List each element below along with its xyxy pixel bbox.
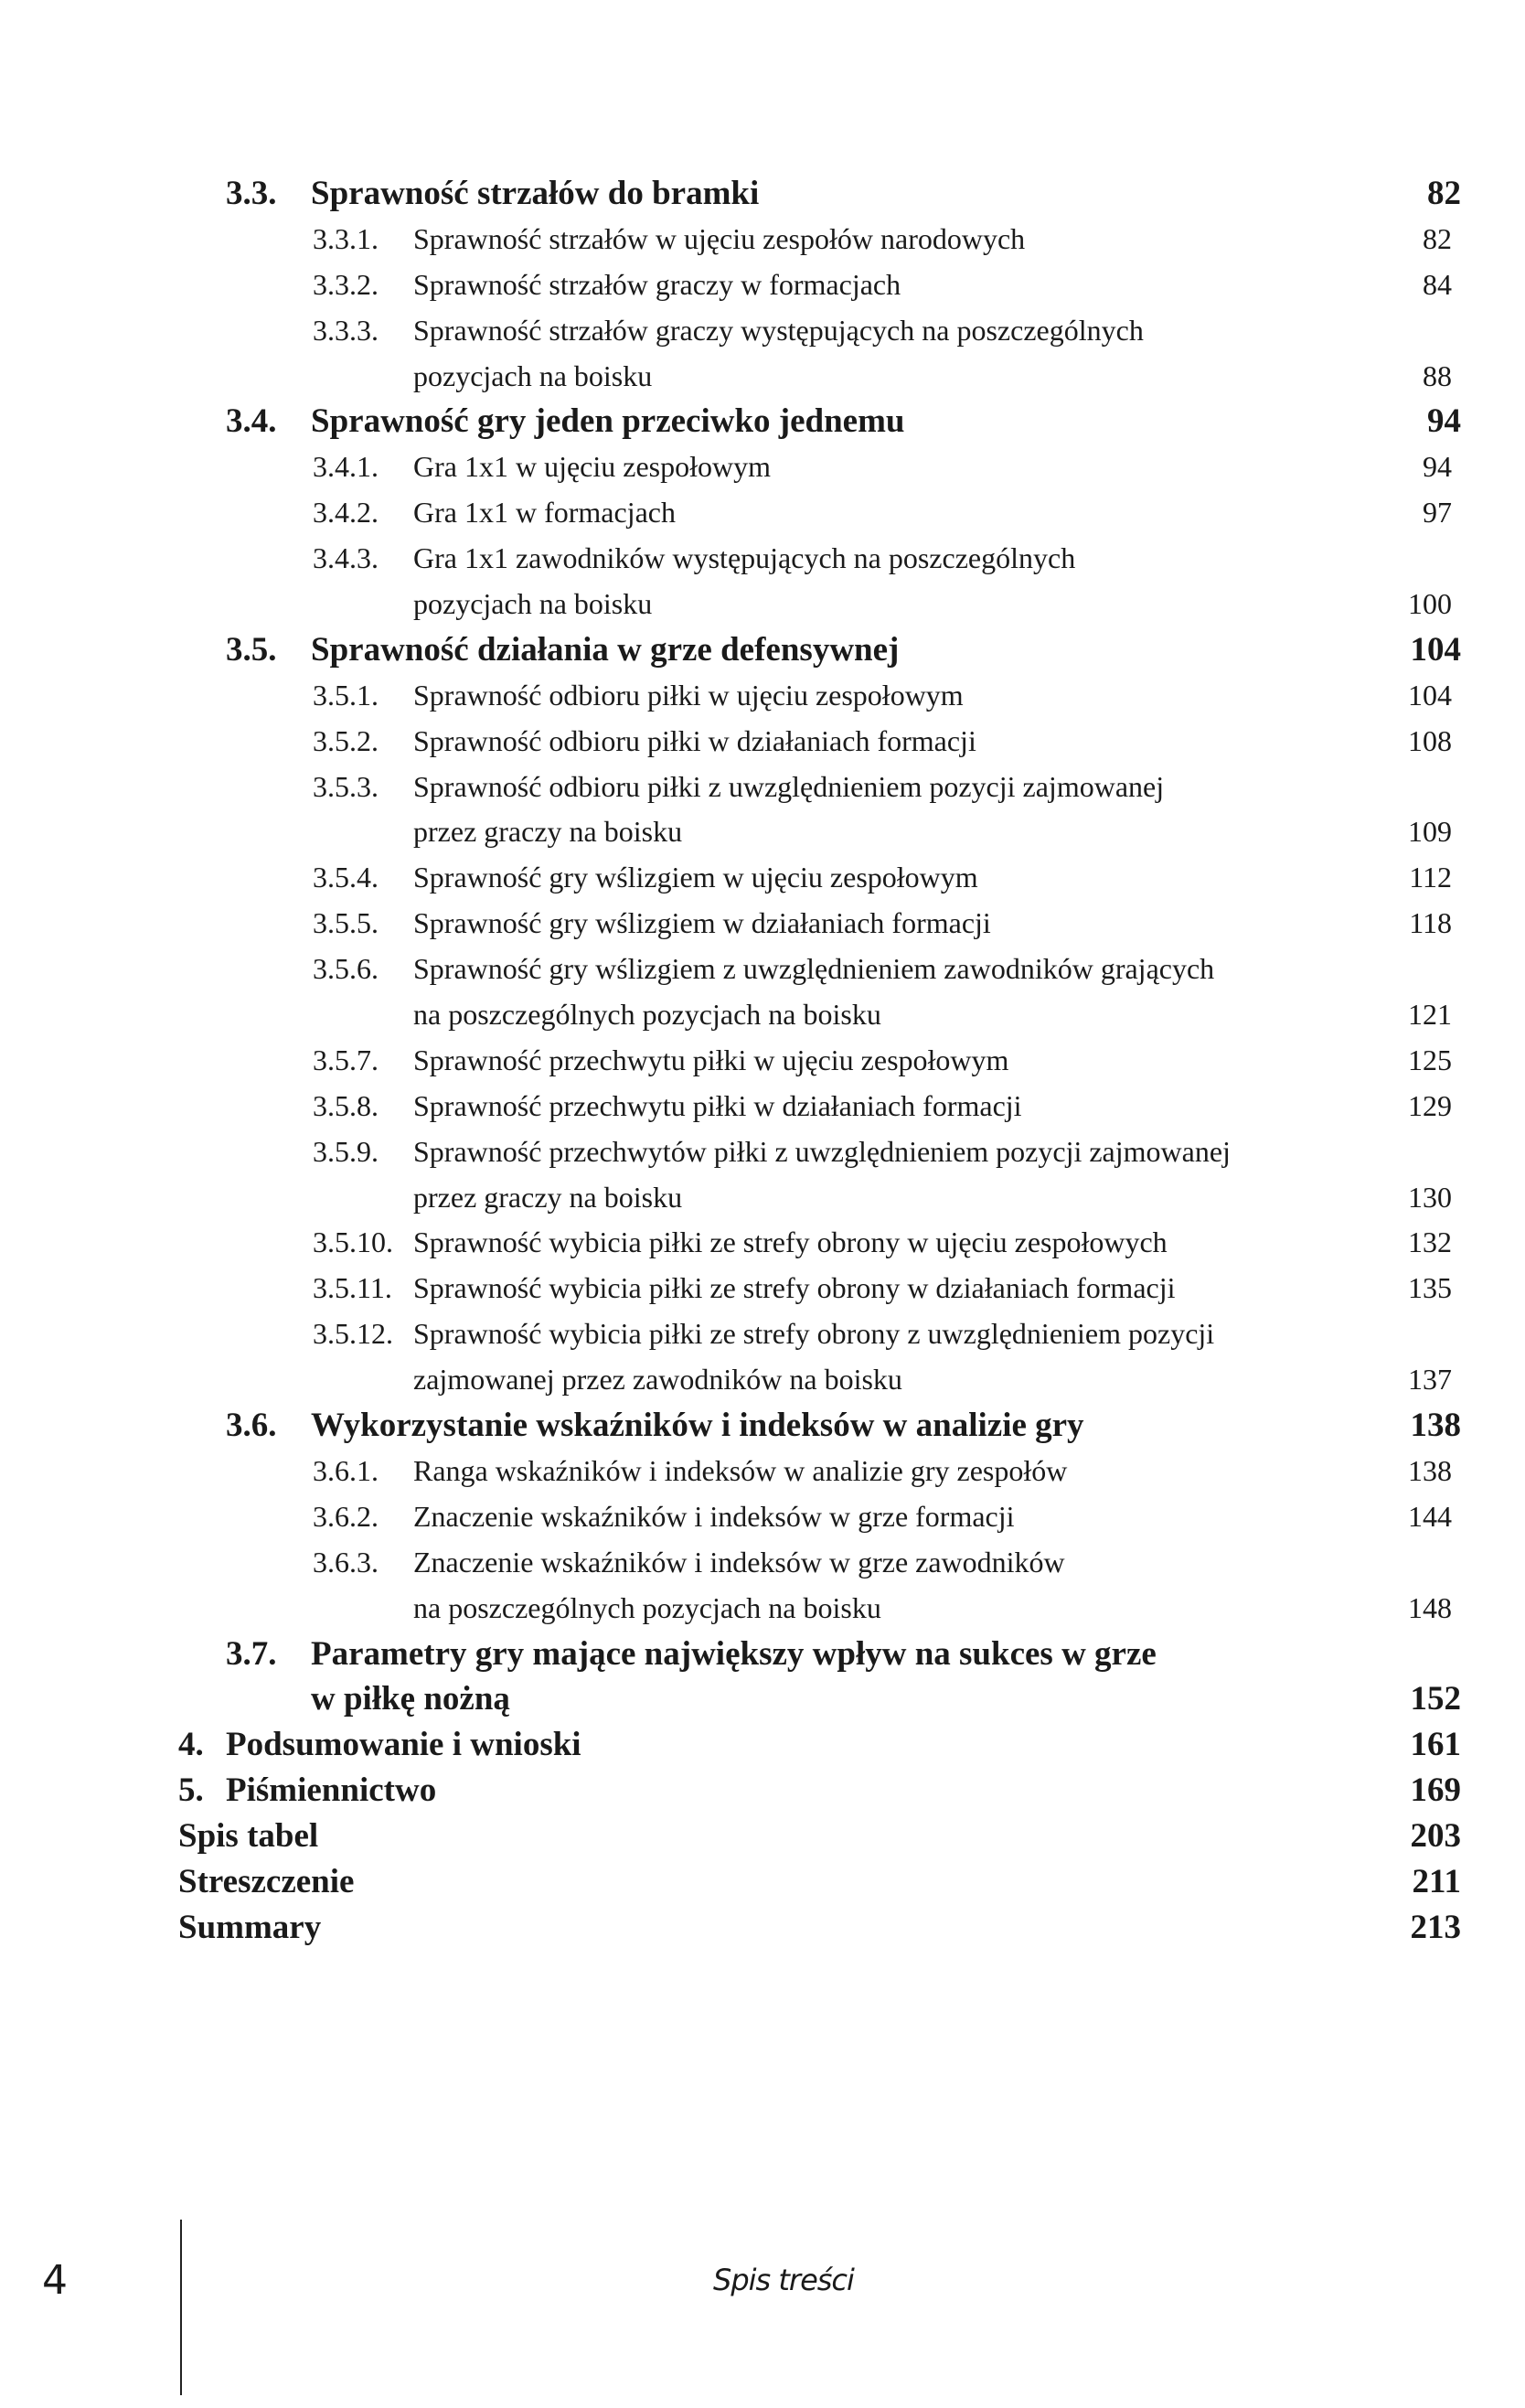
toc-entry-number: 3.5.6. — [313, 952, 379, 986]
toc-entry-title: Sprawność odbioru piłki w ujęciu zespołowym — [413, 678, 964, 712]
toc-entry-number: 3.5.12. — [313, 1317, 393, 1351]
toc-entry-title: na poszczególnych pozycjach na boisku — [413, 1590, 881, 1624]
toc-entry-title: Sprawność strzałów graczy w formacjach — [413, 267, 901, 301]
toc-entry-level-3 — [0, 1129, 1525, 1175]
toc-entry-level-3 — [0, 1311, 1525, 1357]
toc-entry-level-1 — [0, 1768, 1525, 1814]
toc-entry-title: Sprawność wybicia piłki ze strefy obrony w działaniach formacji — [413, 1271, 1176, 1305]
toc-entry-page: 135 — [1408, 1271, 1452, 1305]
toc-entry-number: 3.5.11. — [313, 1271, 392, 1305]
toc-entry-page: 104 — [1408, 678, 1452, 712]
toc-entry-number: 3.6. — [226, 1407, 277, 1445]
toc-entry-page: 138 — [1408, 1453, 1452, 1487]
toc-entry-page: 137 — [1408, 1363, 1452, 1397]
toc-entry-level-3 — [0, 809, 1525, 855]
toc-entry-title: Podsumowanie i wnioski — [226, 1726, 581, 1764]
toc-entry-level-3 — [0, 1220, 1525, 1266]
toc-entry-title: na poszczególnych pozycjach na boisku — [413, 998, 881, 1032]
toc-entry-level-3 — [0, 1586, 1525, 1632]
toc-entry-level-2 — [0, 1403, 1525, 1449]
toc-entry-level-3 — [0, 1494, 1525, 1540]
toc-entry-page: 118 — [1409, 906, 1452, 940]
toc-entry-page: 100 — [1408, 587, 1452, 621]
toc-entry-title: Sprawność działania w grze defensywnej — [311, 630, 900, 669]
toc-entry-title: Piśmiennictwo — [226, 1771, 437, 1810]
toc-entry-title: Sprawność strzałów graczy występujących na poszczególnych — [413, 313, 1144, 347]
toc-entry-title: Sprawność przechwytu piłki w ujęciu zespołowym — [413, 1043, 1009, 1076]
toc-entry-page: 125 — [1408, 1043, 1452, 1076]
toc-entry-page: 169 — [1410, 1771, 1461, 1810]
toc-entry-level-3 — [0, 490, 1525, 536]
toc-entry-page: 121 — [1408, 998, 1452, 1032]
toc-entry-title: Sprawność wybicia piłki ze strefy obrony w ujęciu zespołowych — [413, 1225, 1168, 1259]
toc-entry-title: Znaczenie wskaźników i indeksów w grze zawodników — [413, 1545, 1065, 1579]
toc-entry-page: 203 — [1410, 1817, 1461, 1856]
toc-entry-number: 3.6.2. — [313, 1499, 379, 1533]
toc-entry-title: Sprawność gry wślizgiem w ujęciu zespołowym — [413, 861, 978, 894]
toc-entry-number: 3.5.5. — [313, 906, 379, 940]
toc-entry-page: 104 — [1410, 630, 1461, 669]
toc-entry-number: 3.5.3. — [313, 769, 379, 803]
toc-entry-title: Sprawność gry wślizgiem z uwzględnieniem zawodników grających — [413, 952, 1215, 986]
toc-entry-level-3 — [0, 992, 1525, 1038]
toc-entry-level-3 — [0, 1357, 1525, 1403]
toc-entry-title: Sprawność odbioru piłki z uwzględnieniem pozycji zajmowanej — [413, 769, 1165, 803]
toc-entry-number: 3.4.2. — [313, 496, 379, 530]
toc-entry-level-2 — [0, 171, 1525, 217]
toc-entry-number: 3.5.9. — [313, 1134, 379, 1168]
toc-entry-page: 213 — [1410, 1908, 1461, 1946]
toc-entry-title: Sprawność strzałów w ujęciu zespołów narodowych — [413, 221, 1026, 255]
toc-entry-page: 94 — [1423, 450, 1452, 484]
toc-entry-number: 3.4. — [226, 402, 277, 441]
toc-entry-title: przez graczy na boisku — [413, 815, 683, 849]
toc-entry-level-3 — [0, 1540, 1525, 1586]
toc-entry-level-3 — [0, 262, 1525, 308]
toc-entry-number: 3.6.3. — [313, 1545, 379, 1579]
toc-entry-number: 3.3.1. — [313, 221, 379, 255]
toc-entry-page: 129 — [1408, 1088, 1452, 1122]
toc-entry-level-3 — [0, 1266, 1525, 1311]
toc-entry-number: 5. — [178, 1771, 204, 1810]
toc-entry-title: Gra 1x1 w formacjach — [413, 496, 676, 530]
toc-entry-level-3 — [0, 673, 1525, 719]
toc-entry-page: 109 — [1408, 815, 1452, 849]
toc-entry-title: Summary — [178, 1908, 322, 1946]
toc-entry-level-3 — [0, 765, 1525, 810]
toc-entry-level-3 — [0, 901, 1525, 947]
toc-entry-title: Sprawność przechwytu piłki w działaniach formacji — [413, 1088, 1022, 1122]
toc-entry-title: Sprawność wybicia piłki ze strefy obrony z uwzględnieniem pozycji — [413, 1317, 1215, 1351]
toc-entry-title: przez graczy na boisku — [413, 1180, 683, 1214]
toc-entry-number: 3.5. — [226, 630, 277, 669]
toc-entry-level-3 — [0, 855, 1525, 901]
toc-entry-page: 97 — [1423, 496, 1452, 530]
toc-entry-title: Streszczenie — [178, 1862, 355, 1900]
table-of-contents — [0, 171, 1525, 1951]
toc-entry-level-3 — [0, 1038, 1525, 1084]
toc-entry-page: 132 — [1408, 1225, 1452, 1259]
toc-entry-level-3 — [0, 308, 1525, 354]
toc-entry-page: 112 — [1409, 861, 1452, 894]
toc-entry-number: 3.3.2. — [313, 267, 379, 301]
toc-entry-title: Znaczenie wskaźników i indeksów w grze formacji — [413, 1499, 1015, 1533]
toc-entry-number: 3.5.2. — [313, 723, 379, 757]
toc-entry-level-2 — [0, 1676, 1525, 1722]
toc-entry-page: 88 — [1423, 359, 1452, 392]
toc-entry-page: 152 — [1410, 1680, 1461, 1718]
toc-entry-number: 3.5.8. — [313, 1088, 379, 1122]
toc-entry-page: 138 — [1410, 1407, 1461, 1445]
toc-entry-title: Ranga wskaźników i indeksów w analizie gry zespołów — [413, 1453, 1068, 1487]
toc-entry-number: 3.5.4. — [313, 861, 379, 894]
toc-entry-title: w piłkę nożną — [311, 1680, 510, 1718]
footer-divider — [180, 2220, 182, 2395]
toc-entry-level-3 — [0, 444, 1525, 490]
toc-entry-number: 3.3. — [226, 175, 277, 212]
toc-entry-level-1 — [0, 1814, 1525, 1859]
toc-entry-page: 94 — [1427, 402, 1461, 441]
toc-entry-level-3 — [0, 1084, 1525, 1129]
toc-entry-title: pozycjach na boisku — [413, 587, 653, 621]
toc-entry-level-1 — [0, 1722, 1525, 1768]
toc-entry-level-3 — [0, 947, 1525, 992]
toc-entry-page: 161 — [1410, 1726, 1461, 1764]
toc-entry-level-1 — [0, 1859, 1525, 1905]
toc-entry-title: Gra 1x1 w ujęciu zespołowym — [413, 450, 772, 484]
running-title: Spis treści — [713, 2263, 854, 2297]
page-number: 4 — [42, 2257, 68, 2304]
toc-entry-number: 3.7. — [226, 1634, 277, 1673]
toc-entry-title: Spis tabel — [178, 1817, 319, 1856]
toc-entry-title: pozycjach na boisku — [413, 359, 653, 392]
toc-entry-level-3 — [0, 719, 1525, 765]
toc-entry-page: 82 — [1423, 221, 1452, 255]
toc-entry-title: Sprawność odbioru piłki w działaniach formacji — [413, 723, 976, 757]
toc-entry-number: 4. — [178, 1726, 204, 1764]
toc-entry-title: Wykorzystanie wskaźników i indeksów w analizie gry — [311, 1407, 1084, 1445]
toc-entry-title: Sprawność strzałów do bramki — [311, 175, 760, 212]
toc-entry-page: 130 — [1408, 1180, 1452, 1214]
toc-entry-title: Sprawność gry wślizgiem w działaniach formacji — [413, 906, 991, 940]
toc-entry-number: 3.4.1. — [313, 450, 379, 484]
toc-entry-level-3 — [0, 217, 1525, 262]
toc-entry-level-2 — [0, 627, 1525, 673]
toc-entry-title: Gra 1x1 zawodników występujących na poszczególnych — [413, 541, 1076, 575]
toc-entry-level-3 — [0, 1175, 1525, 1221]
toc-entry-level-3 — [0, 1449, 1525, 1494]
toc-entry-level-3 — [0, 582, 1525, 627]
toc-entry-page: 84 — [1423, 267, 1452, 301]
toc-entry-page: 108 — [1408, 723, 1452, 757]
toc-entry-level-2 — [0, 1632, 1525, 1677]
toc-entry-title: Sprawność gry jeden przeciwko jednemu — [311, 402, 905, 441]
toc-entry-title: Parametry gry mające największy wpływ na sukces w grze — [311, 1634, 1157, 1673]
toc-entry-title: zajmowanej przez zawodników na boisku — [413, 1363, 902, 1397]
toc-entry-number: 3.5.10. — [313, 1225, 393, 1259]
toc-entry-number: 3.5.7. — [313, 1043, 379, 1076]
toc-entry-number: 3.6.1. — [313, 1453, 379, 1487]
toc-entry-number: 3.3.3. — [313, 313, 379, 347]
toc-entry-page: 211 — [1412, 1862, 1461, 1900]
toc-entry-number: 3.5.1. — [313, 678, 379, 712]
toc-entry-number: 3.4.3. — [313, 541, 379, 575]
toc-entry-level-3 — [0, 536, 1525, 582]
toc-entry-level-3 — [0, 354, 1525, 400]
toc-entry-page: 144 — [1408, 1499, 1452, 1533]
toc-entry-title: Sprawność przechwytów piłki z uwzględnieniem pozycji zajmowanej — [413, 1134, 1231, 1168]
toc-entry-page: 148 — [1408, 1590, 1452, 1624]
toc-entry-level-1 — [0, 1905, 1525, 1951]
toc-entry-page: 82 — [1427, 175, 1461, 212]
toc-entry-level-2 — [0, 399, 1525, 444]
